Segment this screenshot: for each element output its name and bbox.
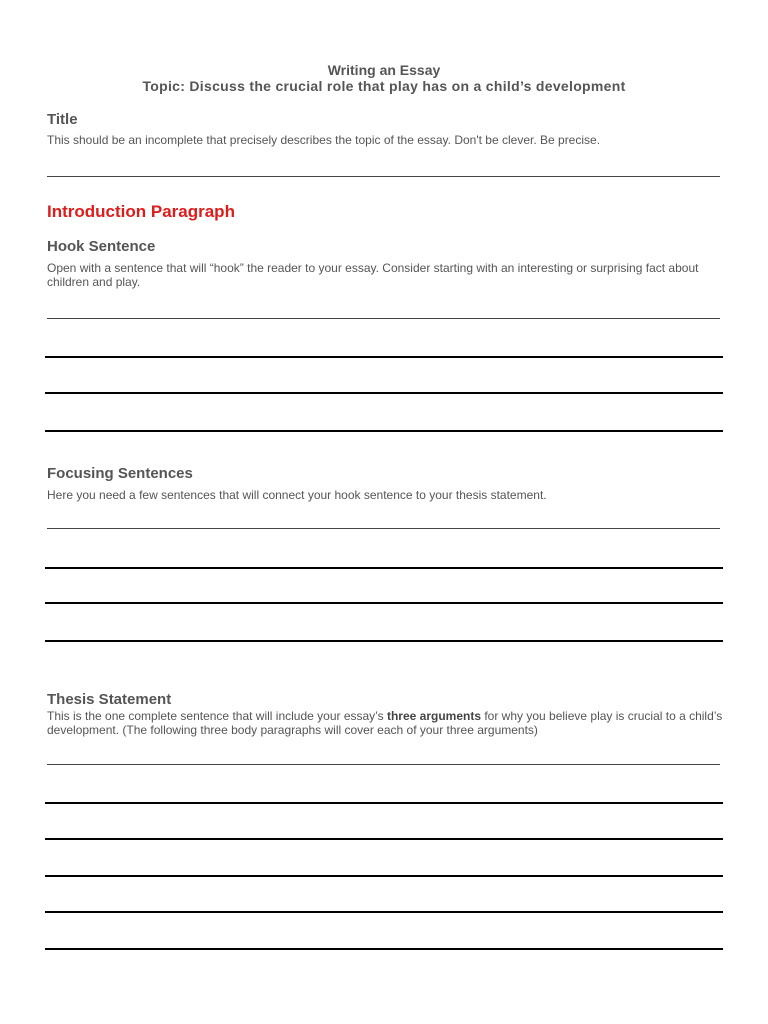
hook-answer-line[interactable] [45, 392, 723, 394]
document-title: Writing an Essay [327, 62, 441, 78]
introduction-heading: Introduction Paragraph [47, 202, 235, 221]
title-heading: Title [47, 111, 78, 128]
hook-description: Open with a sentence that will “hook” the reader to your essay. Consider starting with an interesting or surprising fact about children and play. [47, 261, 699, 289]
focusing-answer-line[interactable] [45, 640, 723, 642]
focusing-answer-line[interactable] [47, 528, 720, 529]
thesis-answer-line[interactable] [45, 911, 723, 913]
thesis-description-start: This is the one complete sentence that will include your essay’s [47, 709, 387, 723]
thesis-answer-line[interactable] [47, 764, 720, 765]
focusing-description: Here you need a few sentences that will connect your hook sentence to your thesis statement. [47, 488, 547, 502]
hook-answer-line[interactable] [45, 356, 723, 358]
thesis-heading: Thesis Statement [47, 691, 172, 708]
thesis-description-end: for why you believe play is crucial to a child’s development. (The following three body paragraphs will cover each of your three arguments) [47, 709, 723, 737]
focusing-answer-line[interactable] [45, 567, 723, 569]
thesis-description [47, 709, 727, 737]
focusing-answer-line[interactable] [45, 602, 723, 604]
hook-answer-line[interactable] [47, 318, 720, 319]
thesis-answer-line[interactable] [45, 838, 723, 840]
thesis-answer-line[interactable] [45, 875, 723, 877]
focusing-heading: Focusing Sentences [47, 465, 193, 482]
thesis-answer-line[interactable] [45, 948, 723, 950]
thesis-answer-line[interactable] [45, 802, 723, 804]
title-answer-line[interactable] [47, 176, 720, 177]
hook-heading: Hook Sentence [47, 238, 156, 255]
document-topic: Topic: Discuss the crucial role that play has on a child’s development [142, 78, 626, 94]
title-description: This should be an incomplete that precisely describes the topic of the essay. Don't be clever. Be precise. [47, 133, 601, 147]
hook-answer-line[interactable] [45, 430, 723, 432]
thesis-description-emphasis: three arguments [386, 709, 481, 723]
